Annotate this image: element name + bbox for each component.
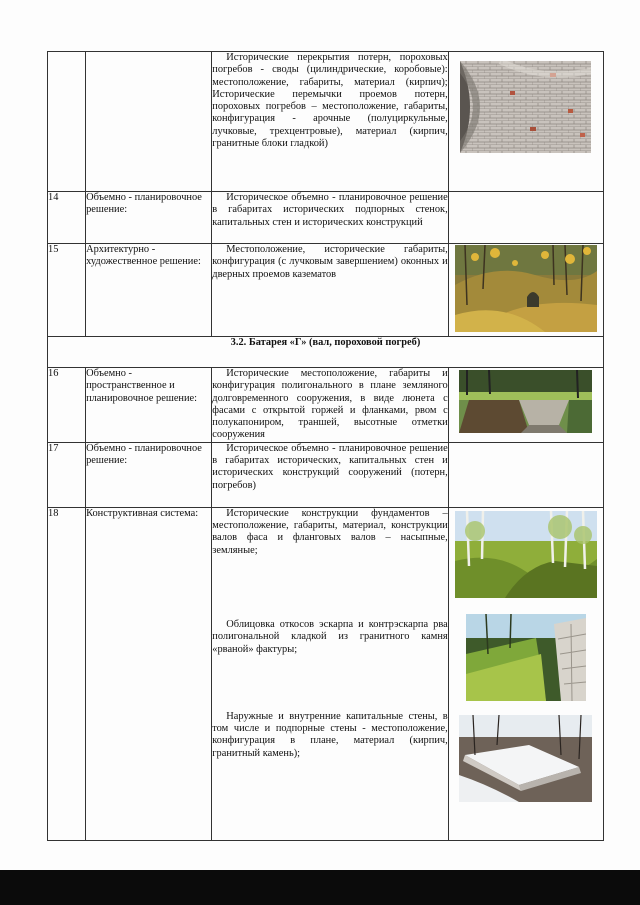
row-number: 14 <box>48 192 86 244</box>
row-title <box>86 52 212 192</box>
table-row <box>48 244 604 337</box>
row-title: Объемно - пространственное и планировочное решение: <box>86 368 212 443</box>
row-title: Архитектурно - художественное решение: <box>86 244 212 337</box>
snow-walls-photo <box>459 715 592 802</box>
rampart-birches-photo <box>455 511 597 598</box>
heritage-table <box>47 51 604 841</box>
section-header-row <box>48 337 604 368</box>
table-row <box>48 192 604 244</box>
row-number: 15 <box>48 244 86 337</box>
row-title: Объемно - планировочное решение: <box>86 192 212 244</box>
row-number: 16 <box>48 368 86 443</box>
casemate-autumn-photo <box>455 245 597 332</box>
row-description-walls: Наружные и внутренние капитальные стены, в том числе и подпорные стены - местоположение, конфигурация в плане, материал (кирпич, гранитный камень); <box>212 710 448 759</box>
lunette-ditch-photo <box>459 370 592 433</box>
table-row <box>48 52 604 192</box>
table-row <box>48 507 604 840</box>
table-row <box>48 368 604 443</box>
row-number: 18 <box>48 507 86 840</box>
row-description: Исторические местоположение, габариты и конфигурация полигонального в плане земляного долговременного сооружения, в виде люнета с фасами с открытой горжей и фланками, рвом с полукапониром, траншей, высотные отметки сооружения <box>212 368 448 441</box>
row-description: Исторические перекрытия потерн, пороховых погребов - своды (цилиндрические, коробовые): местоположение, габариты, материал (кирпич); Исторические перемычки проемов потерн, пороховых погребов – местоположение, габариты, конфигурация - арочные (полуциркульные, лучковые, трехцентровые), материал (кирпич, гранитные блоки гладкой) <box>212 52 448 150</box>
row-description-foundations: Исторические конструкции фундаментов – местоположение, габариты, материал, конструкции валов фаса и фланговых валов – насыпные, земляные; <box>212 507 448 556</box>
granite-escarp-photo <box>466 614 586 701</box>
row-number <box>48 52 86 192</box>
row-title: Конструктивная система: <box>86 507 212 840</box>
row-description: Местоположение, исторические габариты, конфигурация (с лучковым завершением) оконных и дверных проемов казематов <box>212 244 448 280</box>
row-description: Историческое объемно - планировочное решение в габаритах исторических, капитальных стен и исторических конструкций сооружений (потерн, погребов) <box>212 442 448 491</box>
table-row <box>48 442 604 507</box>
row-description: Историческое объемно - планировочное решение в габаритах исторических подпорных стенок, капитальных стен и исторических конструкций <box>212 192 448 228</box>
scan-border <box>0 870 640 905</box>
brick-vault-photo <box>460 61 591 153</box>
row-title: Объемно - планировочное решение: <box>86 442 212 507</box>
row-number: 17 <box>48 442 86 507</box>
row-description-cladding: Облицовка откосов эскарпа и контрэскарпа рва полигональной кладкой из гранитного камня «рваной» фактуры; <box>212 618 448 655</box>
section-title: 3.2. Батарея «Г» (вал, пороховой погреб) <box>48 337 604 368</box>
